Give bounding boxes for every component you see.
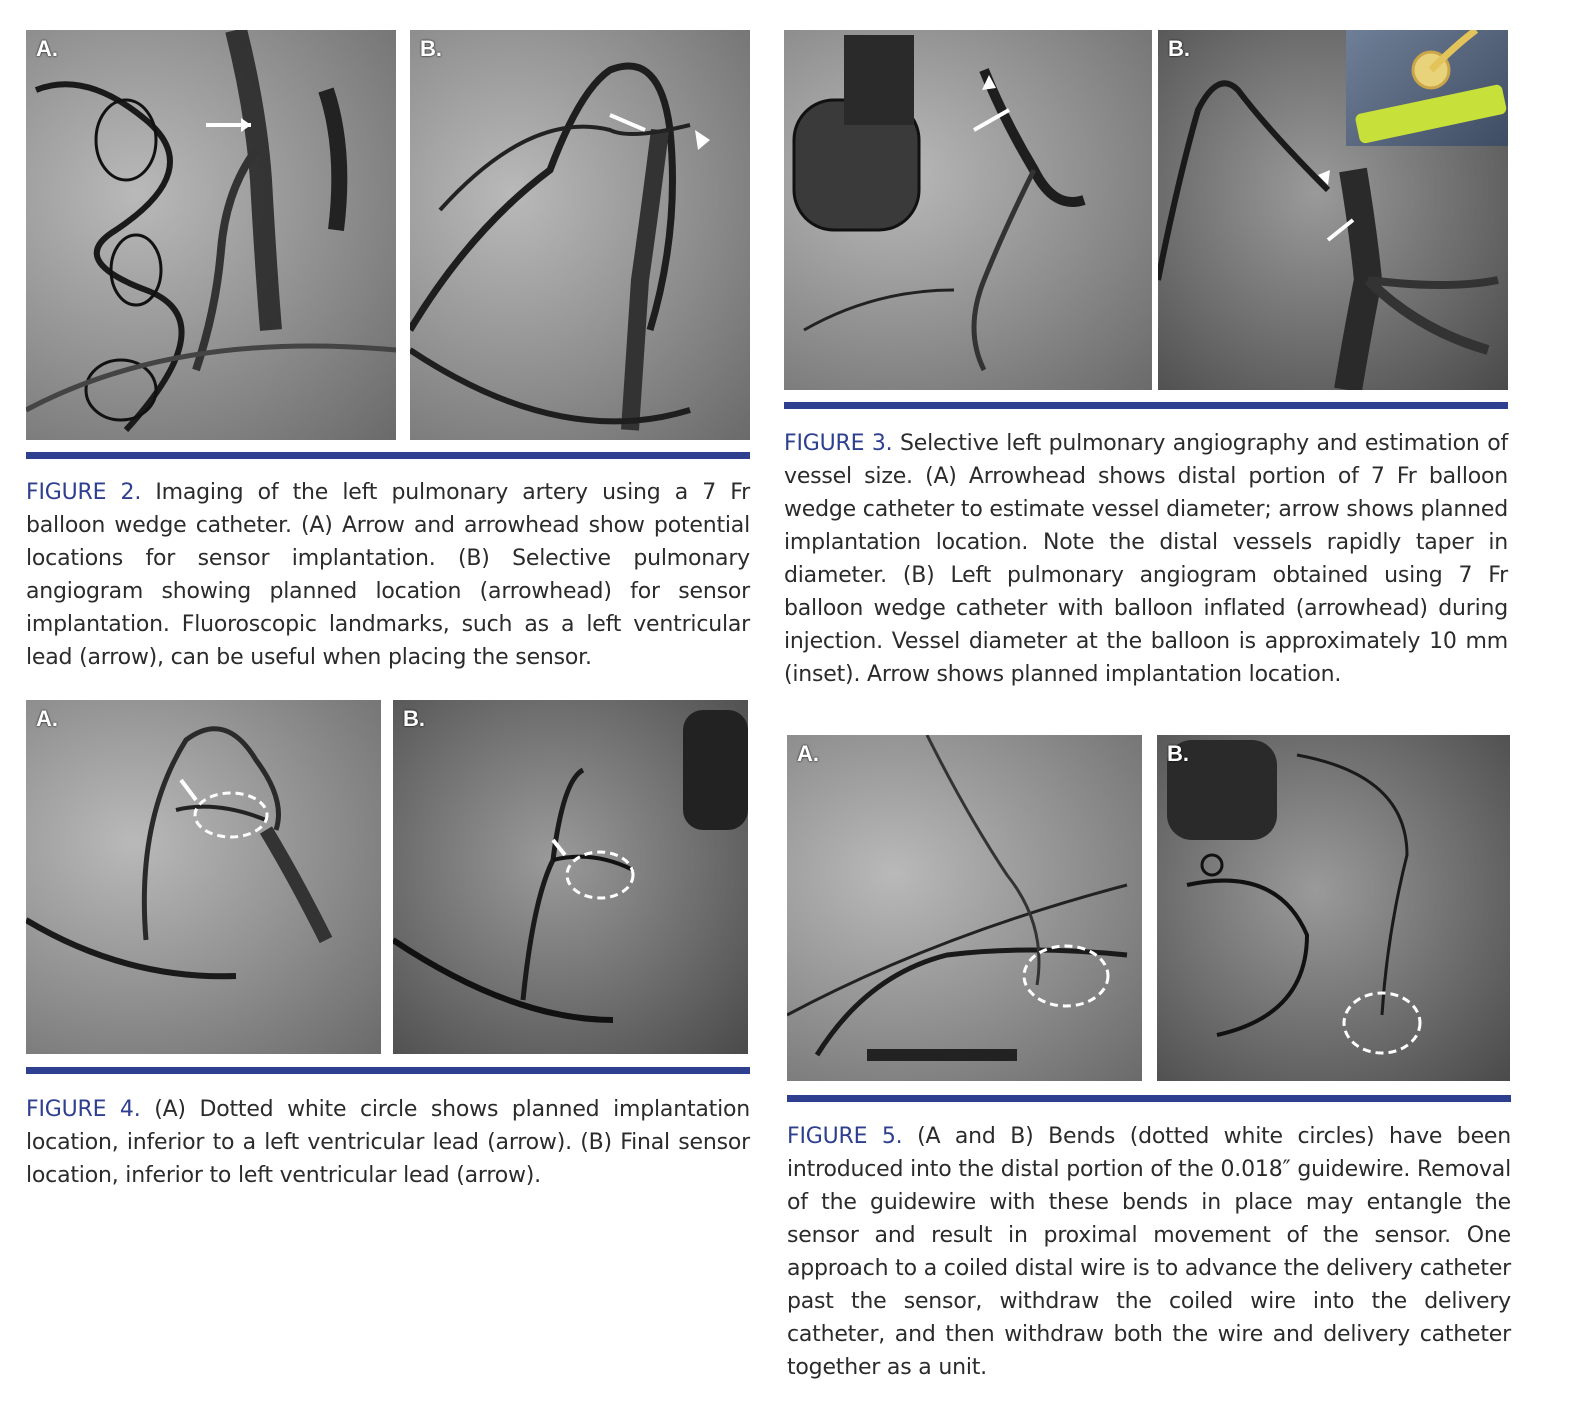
caption-text: Imaging of the left pulmonary artery using a 7 Fr balloon wedge catheter. (A) Arrow and arrowhead show potential locations for sensor implantation. (B) Selective pulmonary angiogram showing planned location (arrowhead) for sensor implantation. Fluoroscopic landmarks, such as a left ventricular lead (arrow), can be useful when placing the sensor. <box>26 480 750 670</box>
figure5-panel-a <box>787 735 1142 1081</box>
ruler-image <box>1346 30 1508 146</box>
fluoroscopy-image <box>26 700 381 1054</box>
figure-number: FIGURE 4. <box>26 1097 141 1122</box>
figure4-panel-a <box>26 700 381 1054</box>
figure2-panel-b <box>410 30 750 440</box>
panel-label: B. <box>403 706 425 731</box>
figure-number: FIGURE 3. <box>784 431 893 456</box>
caption-text: (A and B) Bends (dotted white circles) have been introduced into the distal portion of the 0.018″ guidewire. Removal of the guidewire with these bends in place may entangle the sensor and result in proximal movement of the sensor. One approach to a coiled distal wire is to advance the delivery catheter past the sensor, withdraw the coiled wire into the delivery catheter, and then withdraw both the wire and delivery catheter together as a unit. <box>787 1124 1511 1380</box>
figure4-panel-b <box>393 700 748 1054</box>
fluoroscopy-image <box>26 30 396 440</box>
fluoroscopy-image <box>787 735 1142 1081</box>
panel-label: B. <box>1168 36 1190 61</box>
caption-text: Selective left pulmonary angiography and estimation of vessel size. (A) Arrowhead shows distal portion of 7 Fr balloon wedge catheter to estimate vessel diameter; arrow shows planned implantation location. Note the distal vessels rapidly taper in diameter. (B) Left pulmonary angiogram obtained using 7 Fr balloon wedge catheter with balloon inflated (arrowhead) during injection. Vessel diameter at the balloon is approximately 10 mm (inset). Arrow shows planned implantation location. <box>784 431 1508 687</box>
fluoroscopy-image <box>393 700 748 1054</box>
figure3-caption <box>784 427 1508 691</box>
figure3-divider <box>784 402 1508 409</box>
fluoroscopy-image <box>784 30 1152 390</box>
figure4-caption <box>26 1093 750 1192</box>
figure2-divider <box>26 452 750 459</box>
panel-label: B. <box>1167 741 1189 766</box>
figure2-panel-a <box>26 30 396 440</box>
panel-label: A. <box>797 741 819 766</box>
caption-text: (A) Dotted white circle shows planned implantation location, inferior to a left ventricular lead (arrow). (B) Final sensor location, inferior to left ventricular lead (arrow). <box>26 1097 750 1188</box>
figure5-panel-b <box>1157 735 1510 1081</box>
figure3-panel-b <box>1158 30 1508 390</box>
panel-label: A. <box>36 36 58 61</box>
fluoroscopy-image <box>1157 735 1510 1081</box>
fluoroscopy-image <box>410 30 750 440</box>
vessel-diameter-inset <box>1346 30 1508 146</box>
panel-label: B. <box>420 36 442 61</box>
panel-label: A. <box>36 706 58 731</box>
figure-number: FIGURE 2. <box>26 480 142 505</box>
figure4-divider <box>26 1067 750 1074</box>
figure3-panel-a <box>784 30 1152 390</box>
figure2-caption <box>26 476 750 674</box>
figure5-divider <box>787 1095 1511 1102</box>
figure-number: FIGURE 5. <box>787 1124 903 1149</box>
figure5-caption <box>787 1120 1511 1384</box>
